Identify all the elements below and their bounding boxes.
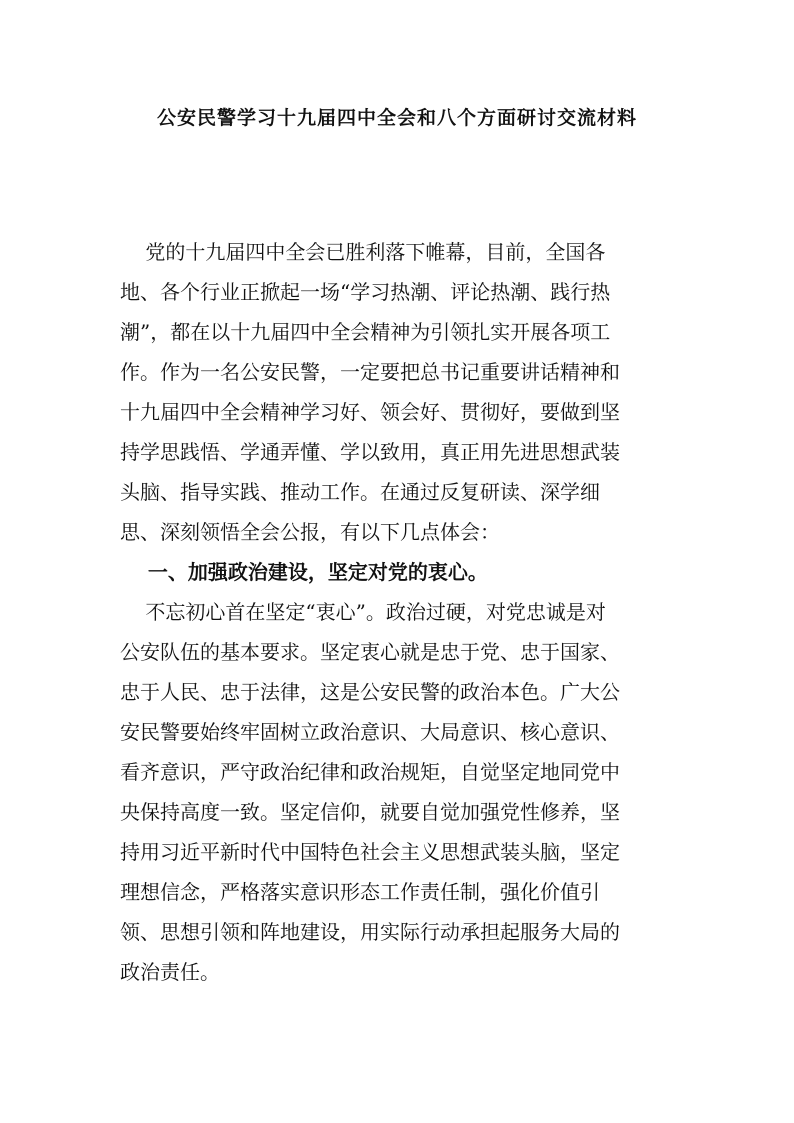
text-line: 思、深刻领悟全会公报，有以下几点体会： xyxy=(120,520,500,544)
text-line: 看齐意识，严守政治纪律和政治规矩，自觉坚定地同党中 xyxy=(120,760,620,784)
text-line: 公安队伍的基本要求。坚定衷心就是忠于党、忠于国家、 xyxy=(120,640,620,664)
text-line: 党的十九届四中全会已胜利落下帷幕，目前，全国各 xyxy=(120,240,606,264)
text-line: 不忘初心首在坚定“衷心”。政治过硬，对党忠诚是对 xyxy=(120,600,606,624)
text-line: 地、各个行业正掀起一场“学习热潮、评论热潮、践行热 xyxy=(120,280,611,304)
text-line: 持学思践悟、学通弄懂、学以致用，真正用先进思想武装 xyxy=(120,440,620,464)
text-line: 央保持高度一致。坚定信仰，就要自觉加强党性修养，坚 xyxy=(120,800,620,824)
text-line: 政治责任。 xyxy=(120,960,220,984)
text-line: 十九届四中全会精神学习好、领会好、贯彻好，要做到坚 xyxy=(120,400,620,424)
text-line: 头脑、指导实践、推动工作。在通过反复研读、深学细 xyxy=(120,480,600,504)
text-line: 潮”，都在以十九届四中全会精神为引领扎实开展各项工 xyxy=(120,320,611,344)
text-line: 领、思想引领和阵地建设，用实际行动承担起服务大局的 xyxy=(120,920,620,944)
section-heading: 一、加强政治建设，坚定对党的衷心。 xyxy=(120,560,488,584)
paragraph-intro xyxy=(120,232,680,992)
text-line: 忠于人民、忠于法律，这是公安民警的政治本色。广大公 xyxy=(120,680,620,704)
text-line: 持用习近平新时代中国特色社会主义思想武装头脑，坚定 xyxy=(120,840,620,864)
document-title: 公安民警学习十九届四中全会和八个方面研讨交流材料 xyxy=(156,107,637,129)
text-line: 作。作为一名公安民警，一定要把总书记重要讲话精神和 xyxy=(120,360,620,384)
text-line: 安民警要始终牢固树立政治意识、大局意识、核心意识、 xyxy=(120,720,620,744)
text-line: 理想信念，严格落实意识形态工作责任制，强化价值引 xyxy=(120,880,600,904)
